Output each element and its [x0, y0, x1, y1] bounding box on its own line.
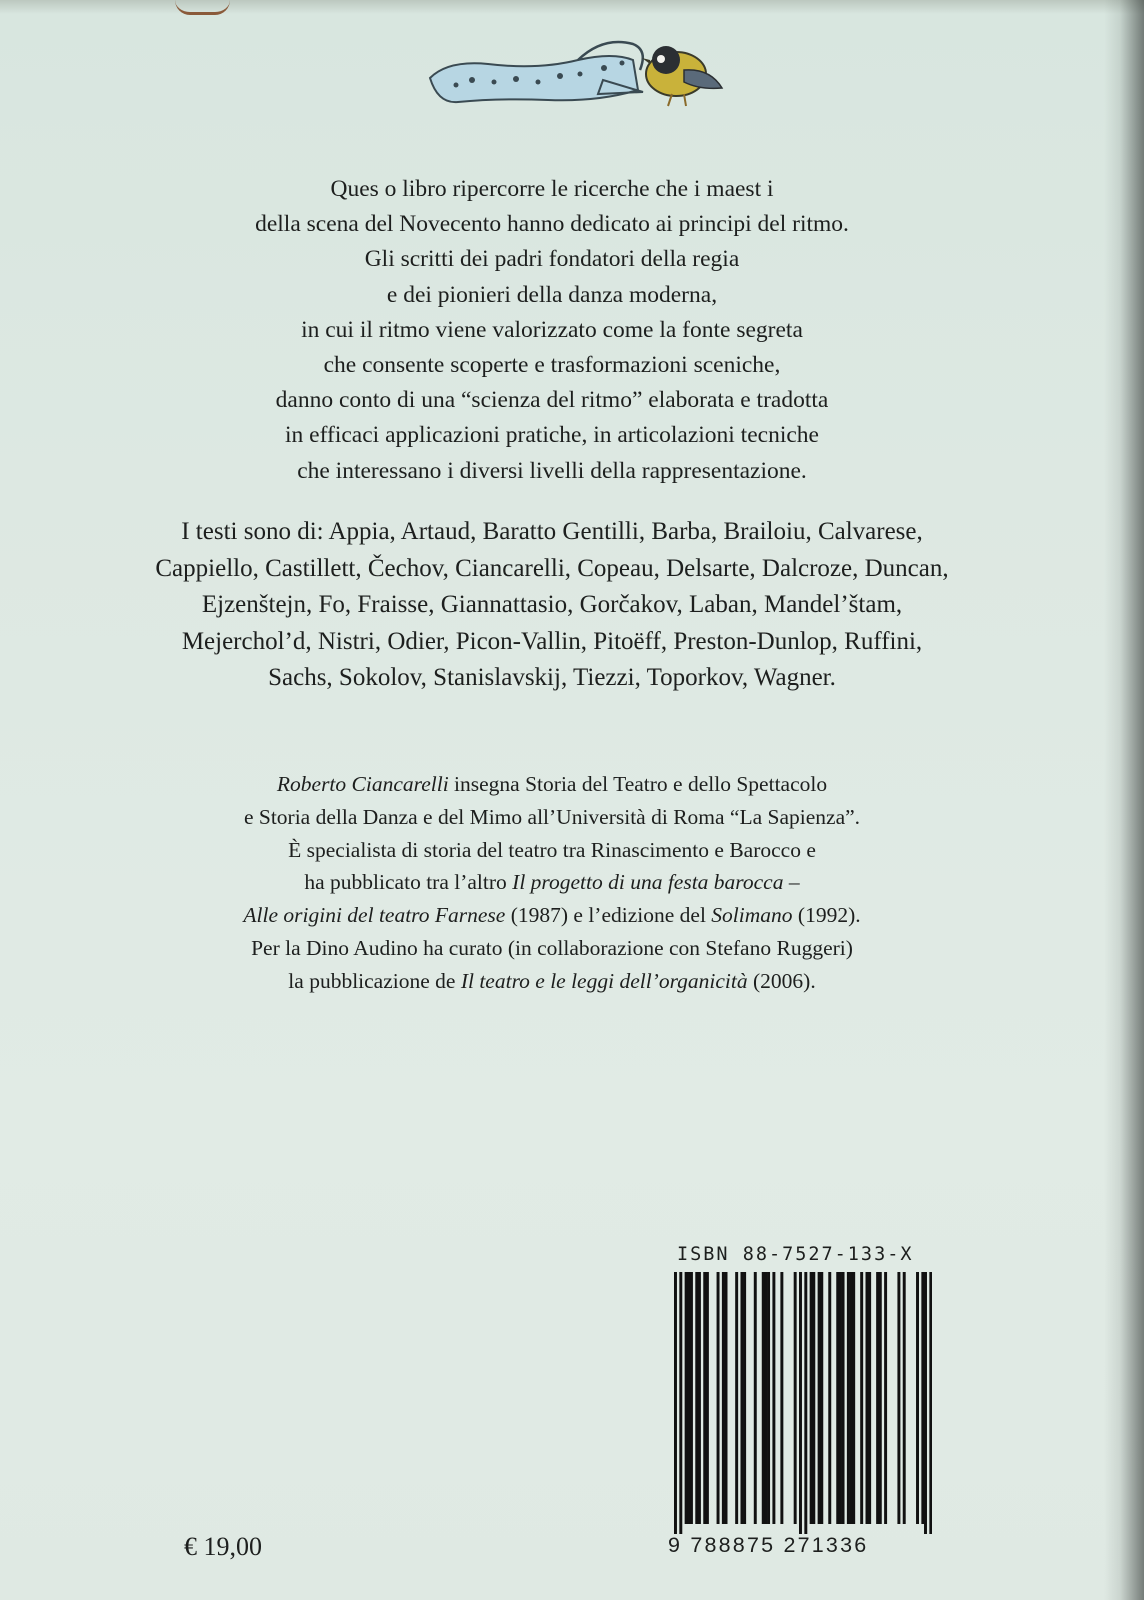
text-line: in cui il ritmo viene valorizzato come la fonte segreta: [301, 316, 803, 343]
text-line: Ejzenštejn, Fo, Fraisse, Giannattasio, Gorčakov, Laban, Mandel’štam,: [201, 591, 903, 618]
contributors-paragraph: [0, 514, 1104, 697]
text-line: [0, 866, 1104, 899]
text-run: (1992).: [792, 903, 861, 928]
text-line: Ques o libro ripercorre le ricerche che i maest i: [330, 176, 774, 202]
text-line: e dei pionieri della danza moderna,: [386, 281, 718, 308]
text-line: Gli scritti dei padri fondatori della regia: [364, 246, 740, 273]
text-line: danno conto di una “scienza del ritmo” elaborata e tradotta: [275, 387, 829, 414]
text-line: [0, 965, 1104, 998]
text-run: la pubblicazione de: [288, 968, 461, 993]
text-line: che consente scoperte e trasformazioni sceniche,: [323, 352, 781, 379]
text-line: [0, 768, 1104, 801]
text-run: (2006).: [747, 968, 816, 993]
text-line: che interessano i diversi livelli della rappresentazione.: [297, 457, 807, 484]
text-line: Sachs, Sokolov, Stanislavskij, Tiezzi, Toporkov, Wagner.: [268, 664, 836, 691]
text-line: [0, 899, 1104, 932]
book-title: Il teatro e le leggi dell’organicità: [460, 968, 748, 993]
text-line: e Storia della Danza e del Mimo all’Università di Roma “La Sapienza”.: [243, 804, 861, 829]
price-label: € 19,00: [184, 1532, 262, 1561]
text-line: della scena del Novecento hanno dedicato ai principi del ritmo.: [255, 211, 849, 238]
text-run: (1987) e l’edizione del: [505, 903, 712, 928]
spine-edge-shadow: [1104, 0, 1144, 1600]
text-line: Cappiello, Castillett, Čechov, Ciancarelli, Copeau, Delsarte, Dalcroze, Duncan,: [155, 554, 949, 582]
text-line: Per la Dino Audino ha curato (in collaborazione con Stefano Ruggeri): [251, 935, 853, 960]
barcode-digits: 9 788875 271336: [668, 1533, 869, 1557]
text-line: I testi sono di: Appia, Artaud, Baratto Gentilli, Barba, Brailoiu, Calvarese,: [181, 518, 923, 545]
barcode-icon: [674, 1272, 932, 1534]
text-run: ha pubblicato tra l’altro: [304, 870, 513, 895]
book-title: Solimano: [711, 903, 793, 928]
text-line: Mejerchol’d, Nistri, Odier, Picon-Vallin, Pitoëff, Preston-Dunlop, Ruffini,: [181, 627, 923, 655]
text-run: insegna Storia del Teatro e dello Spettacolo: [448, 772, 828, 796]
top-edge-shadow: [0, 0, 1144, 14]
bird-ribbon-icon: [428, 30, 728, 110]
author-name: Roberto Ciancarelli: [276, 772, 449, 796]
book-title: Alle origini del teatro Farnese: [243, 903, 506, 928]
author-bio-paragraph: [0, 768, 1104, 998]
book-title: Il progetto di una festa barocca –: [512, 870, 800, 895]
text-line: in efficaci applicazioni pratiche, in articolazioni tecniche: [285, 422, 819, 449]
cover-scuff-mark: [175, 0, 230, 15]
description-paragraph: [0, 172, 1104, 489]
isbn-label: ISBN 88-7527-133-X: [677, 1244, 914, 1265]
text-line: È specialista di storia del teatro tra Rinascimento e Barocco e: [288, 837, 816, 862]
